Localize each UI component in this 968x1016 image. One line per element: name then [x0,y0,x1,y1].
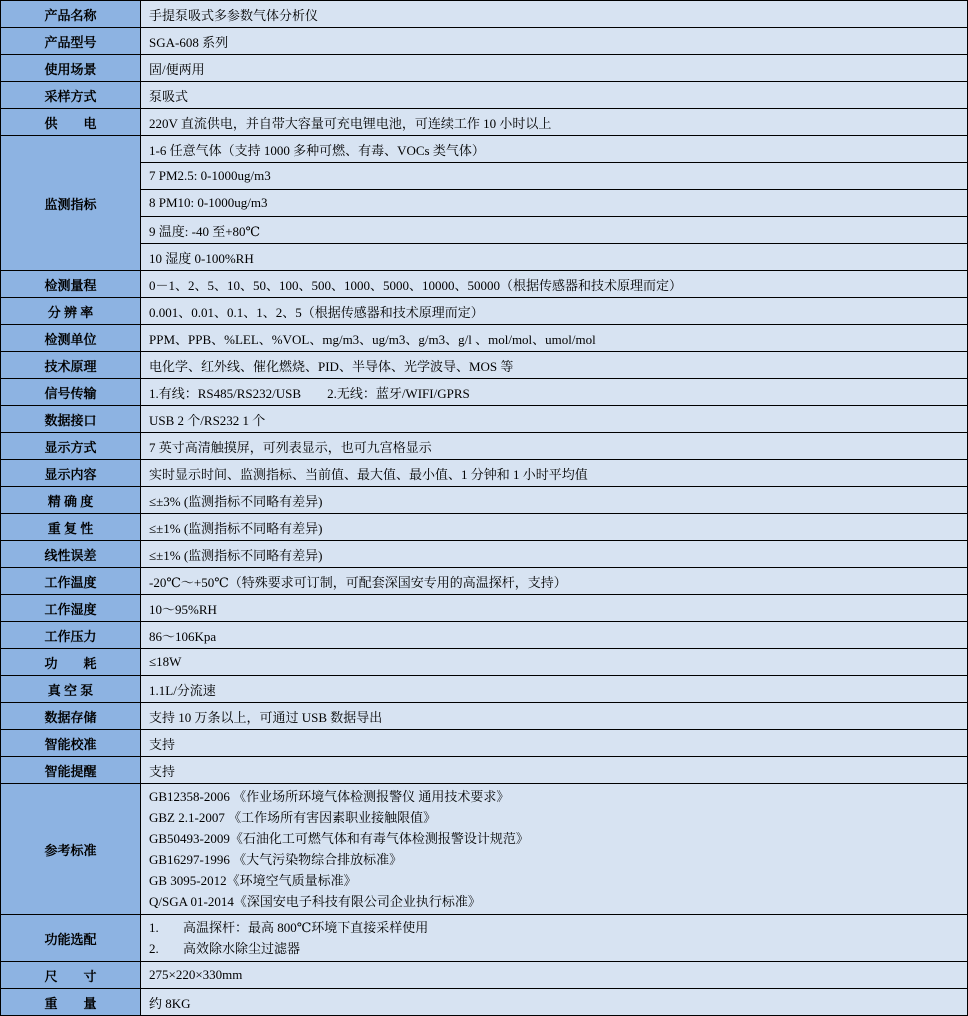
value-power-supply: 220V 直流供电，并自带大容量可充电锂电池，可连续工作 10 小时以上 [141,109,968,136]
value-working-pressure: 86～106Kpa [141,622,968,649]
row-working-humidity [1,595,968,622]
row-power-supply [1,109,968,136]
row-working-pressure [1,622,968,649]
label-display-mode: 显示方式 [1,433,141,460]
value-reference-standards [141,784,968,915]
option-number-1: 1. [149,920,159,935]
label-weight: 重 量 [1,989,141,1016]
label-smart-reminder: 智能提醒 [1,757,141,784]
row-monitoring-gas [1,136,968,163]
row-data-interface [1,406,968,433]
value-power-consumption: ≤18W [141,649,968,676]
option-text-1: 高温探杆：最高 800℃环境下直接采样使用 [183,920,429,935]
row-dimensions [1,962,968,989]
value-monitoring-humidity: 10 湿度 0-100%RH [141,244,968,271]
standard-line-3: GB50493-2009《石油化工可燃气体和有毒气体检测报警设计规范》 [149,831,529,846]
label-detection-range: 检测量程 [1,271,141,298]
label-data-interface: 数据接口 [1,406,141,433]
label-detection-unit: 检测单位 [1,325,141,352]
value-smart-calibration: 支持 [141,730,968,757]
label-technical-principle: 技术原理 [1,352,141,379]
value-product-name: 手提泵吸式多参数气体分析仪 [141,1,968,28]
label-usage-scene: 使用场景 [1,55,141,82]
value-weight: 约 8KG [141,989,968,1016]
value-monitoring-gas: 1-6 任意气体（支持 1000 多种可燃、有毒、VOCs 类气体） [141,136,968,163]
row-resolution [1,298,968,325]
row-data-storage [1,703,968,730]
value-resolution: 0.001、0.01、0.1、1、2、5（根据传感器和技术原理而定） [141,298,968,325]
row-product-model [1,28,968,55]
label-product-name: 产品名称 [1,1,141,28]
value-vacuum-pump: 1.1L/分流速 [141,676,968,703]
label-repeatability: 重 复 性 [1,514,141,541]
row-power-consumption [1,649,968,676]
value-repeatability: ≤±1% (监测指标不同略有差异) [141,514,968,541]
label-working-temperature: 工作温度 [1,568,141,595]
value-working-humidity: 10～95%RH [141,595,968,622]
value-accuracy: ≤±3% (监测指标不同略有差异) [141,487,968,514]
row-product-name [1,1,968,28]
row-display-mode [1,433,968,460]
label-signal-transmission: 信号传输 [1,379,141,406]
label-working-humidity: 工作湿度 [1,595,141,622]
label-vacuum-pump: 真 空 泵 [1,676,141,703]
row-vacuum-pump [1,676,968,703]
value-technical-principle: 电化学、红外线、催化燃烧、PID、半导体、光学波导、MOS 等 [141,352,968,379]
standard-line-2: GBZ 2.1-2007 《工作场所有害因素职业接触限值》 [149,810,437,825]
option-text-2: 高效除水除尘过滤器 [183,941,301,956]
row-monitoring-temperature [1,217,968,244]
option-line-2 [149,938,961,959]
row-sampling-method [1,82,968,109]
row-smart-calibration [1,730,968,757]
row-linearity-error [1,541,968,568]
row-monitoring-pm25 [1,163,968,190]
label-product-model: 产品型号 [1,28,141,55]
value-display-content: 实时显示时间、监测指标、当前值、最大值、最小值、1 分钟和 1 小时平均值 [141,460,968,487]
value-signal-transmission: 1.有线：RS485/RS232/USB 2.无线：蓝牙/WIFI/GPRS [141,379,968,406]
label-resolution: 分 辨 率 [1,298,141,325]
standard-line-6: Q/SGA 01-2014《深国安电子科技有限公司企业执行标准》 [149,894,481,909]
row-optional-features [1,915,968,962]
standard-line-1: GB12358-2006 《作业场所环境气体检测报警仪 通用技术要求》 [149,789,510,804]
label-working-pressure: 工作压力 [1,622,141,649]
value-usage-scene: 固/便两用 [141,55,968,82]
label-sampling-method: 采样方式 [1,82,141,109]
label-accuracy: 精 确 度 [1,487,141,514]
value-linearity-error: ≤±1% (监测指标不同略有差异) [141,541,968,568]
row-technical-principle [1,352,968,379]
standard-line-5: GB 3095-2012《环境空气质量标准》 [149,873,357,888]
row-working-temperature [1,568,968,595]
row-detection-range [1,271,968,298]
value-optional-features [141,915,968,962]
label-display-content: 显示内容 [1,460,141,487]
row-signal-transmission [1,379,968,406]
value-smart-reminder: 支持 [141,757,968,784]
label-smart-calibration: 智能校准 [1,730,141,757]
option-number-2: 2. [149,941,159,956]
row-repeatability [1,514,968,541]
row-display-content [1,460,968,487]
row-smart-reminder [1,757,968,784]
value-data-storage: 支持 10 万条以上，可通过 USB 数据导出 [141,703,968,730]
row-accuracy [1,487,968,514]
label-reference-standards: 参考标准 [1,784,141,915]
value-monitoring-pm10: 8 PM10: 0-1000ug/m3 [141,190,968,217]
label-power-consumption: 功 耗 [1,649,141,676]
label-linearity-error: 线性误差 [1,541,141,568]
row-monitoring-humidity [1,244,968,271]
value-working-temperature: -20℃～+50℃（特殊要求可订制，可配套深国安专用的高温探杆，支持） [141,568,968,595]
standard-line-4: GB16297-1996 《大气污染物综合排放标准》 [149,852,403,867]
value-detection-range: 0－1、2、5、10、50、100、500、1000、5000、10000、50000（根据传感器和技术原理而定） [141,271,968,298]
value-detection-unit: PPM、PPB、%LEL、%VOL、mg/m3、ug/m3、g/m3、g/l 、mol/mol、umol/mol [141,325,968,352]
label-data-storage: 数据存储 [1,703,141,730]
label-power-supply: 供 电 [1,109,141,136]
row-monitoring-pm10 [1,190,968,217]
value-dimensions: 275×220×330mm [141,962,968,989]
row-weight [1,989,968,1016]
value-data-interface: USB 2 个/RS232 1 个 [141,406,968,433]
value-sampling-method: 泵吸式 [141,82,968,109]
value-monitoring-temperature: 9 温度: -40 至+80℃ [141,217,968,244]
row-usage-scene [1,55,968,82]
row-reference-standards [1,784,968,915]
row-detection-unit [1,325,968,352]
value-display-mode: 7 英寸高清触摸屏，可列表显示，也可九宫格显示 [141,433,968,460]
option-line-1 [149,917,961,938]
value-monitoring-pm25: 7 PM2.5: 0-1000ug/m3 [141,163,968,190]
label-monitoring-indicators: 监测指标 [1,136,141,271]
label-dimensions: 尺 寸 [1,962,141,989]
label-optional-features: 功能选配 [1,915,141,962]
value-product-model: SGA-608 系列 [141,28,968,55]
